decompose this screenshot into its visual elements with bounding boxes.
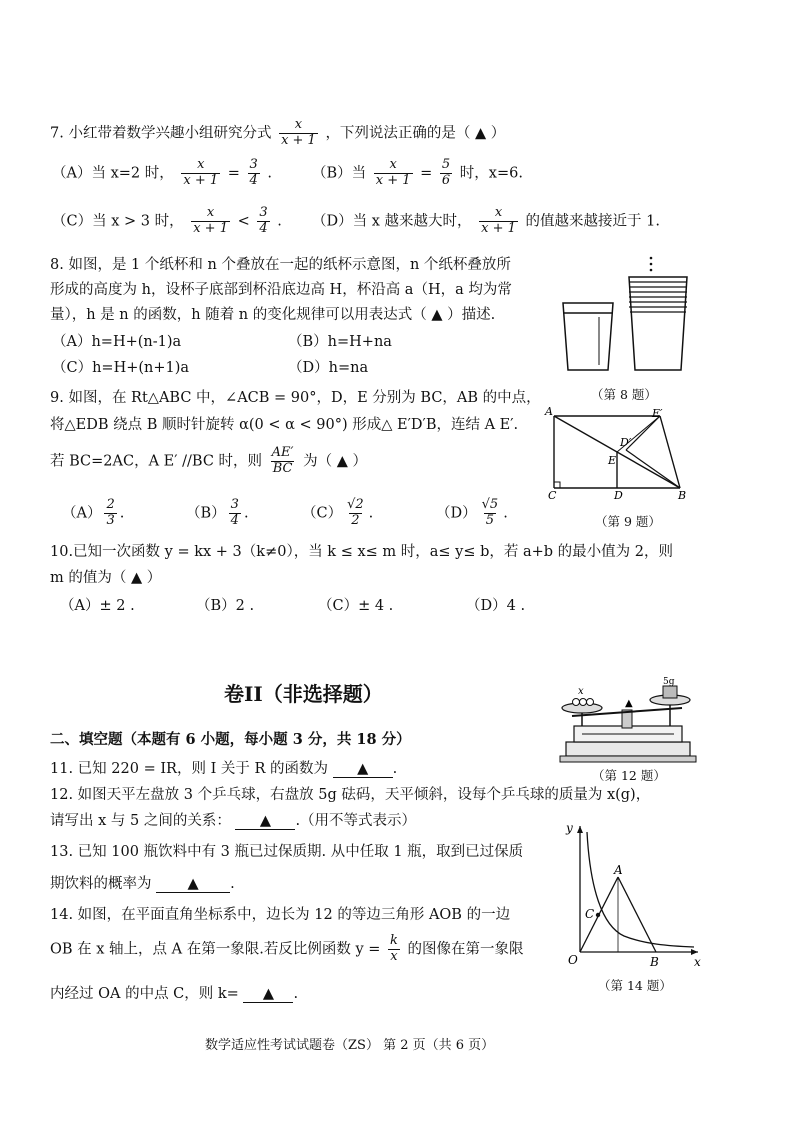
q14-answer-blank[interactable]: ▲: [243, 986, 293, 1003]
q14-label-y: y: [566, 821, 573, 835]
q9-line-2: 将△EDB 绕点 B 顺时针旋转 α(0 < α < 90°) 形成△ E′D′B，连结 A E′.: [50, 417, 519, 433]
q10-option-b: （B）2 .: [196, 598, 255, 614]
q12-answer-blank[interactable]: ▲: [235, 813, 295, 830]
q13-line-2: 期饮料的概率为 ▲ .: [50, 876, 235, 892]
q9-label-e-prime: E′: [652, 407, 663, 420]
q12-caption: （第 12 题）: [592, 768, 666, 783]
q9-line-1: 9. 如图，在 Rt△ABC 中，∠ACB = 90°，D，E 分别为 BC，AB 的中点，: [50, 390, 541, 406]
q7-option-a: （A）当 x=2 时， $\frac{x}{x + 1}$ = $\frac{3}{4}$ .: [52, 157, 272, 188]
q9-label-d-prime: D′: [620, 436, 632, 449]
q14-label-c: C: [585, 907, 595, 921]
q9-label-d: D: [614, 489, 623, 502]
q10-line-2: m 的值为（ ▲ ）: [50, 570, 162, 586]
q8-line-3: 量），h 是 n 的函数，h 随着 n 的变化规律可以用表达式（ ▲ ）描述.: [50, 307, 496, 323]
q9-option-a: （A） $\frac{2}{3}$ .: [62, 497, 125, 528]
q9-label-c: C: [548, 489, 557, 502]
q8-line-2: 形成的高度为 h，设杯子底部到杯沿底边高 H，杯沿高 a（H，a 均为常: [50, 282, 512, 298]
q10-option-c: （C）± 4 .: [318, 598, 394, 614]
q9-label-a: A: [545, 405, 553, 418]
q9-label-e: E: [608, 454, 617, 467]
q8-option-b: （B）h=H+na: [288, 334, 392, 350]
q10-option-d: （D）4 .: [466, 598, 526, 614]
q14-line-3: 内经过 OA 的中点 C，则 k= ▲ .: [50, 986, 299, 1002]
q14-line-1: 14. 如图，在平面直角坐标系中，边长为 12 的等边三角形 AOB 的一边: [50, 907, 511, 923]
q14-caption: （第 14 题）: [598, 978, 672, 993]
q8-option-d: （D）h=na: [288, 360, 369, 376]
q7-option-c: （C）当 x > 3 时， $\frac{x}{x + 1}$ < $\frac{3}{4}$ .: [52, 205, 282, 236]
q8-caption: （第 8 题）: [591, 387, 657, 402]
q14-label-b: B: [650, 955, 659, 969]
q14-label-x: x: [694, 955, 701, 969]
q12-line-2: 请写出 x 与 5 之间的关系： ▲ .（用不等式表示）: [50, 813, 417, 829]
q12-fig-x-label: x: [578, 686, 584, 697]
q9-option-b: （B） $\frac{3}{4}$ .: [186, 497, 249, 528]
q9-label-b: B: [678, 489, 687, 502]
q14-label-o: O: [568, 953, 578, 967]
q9-option-d: （D） $\frac{√5}{5}$ .: [436, 497, 508, 528]
q8-option-c: （C）h=H+(n+1)a: [52, 360, 190, 376]
q8-line-1: 8. 如图，是 1 个纸杯和 n 个叠放在一起的纸杯示意图，n 个纸杯叠放所: [50, 257, 511, 273]
q9-triangle-figure: [540, 402, 700, 502]
q7-option-b: （B）当 $\frac{x}{x + 1}$ = $\frac{5}{6}$ 时，x=6.: [312, 157, 523, 188]
q9-option-c: （C） $\frac{√2}{2}$ .: [302, 497, 374, 528]
q7-option-d: （D）当 x 越来越大时， $\frac{x}{x + 1}$ 的值越来越接近于 1.: [312, 205, 660, 236]
q8-cups-figure: [555, 255, 695, 390]
q7-stem: 7. 小红带着数学兴趣小组研究分式 $\frac{x}{x + 1}$ ，下列说法正确的是（ ▲ ）: [50, 117, 506, 148]
q14-graph-figure: [558, 818, 708, 973]
q13-answer-blank[interactable]: ▲: [156, 876, 230, 893]
q10-option-a: （A）± 2 .: [60, 598, 135, 614]
q12-line-1: 12. 如图天平左盘放 3 个乒乓球，右盘放 5g 砝码，天平倾斜，设每个乒乓球的质量为 x(g)，: [50, 787, 651, 803]
svg-text:▲: ▲: [625, 698, 633, 709]
page-footer: 数学适应性考试试题卷（ZS） 第 2 页（共 6 页）: [205, 1038, 495, 1053]
q14-line-2: OB 在 x 轴上，点 A 在第一象限.若反比例函数 y = $\frac{k}{x}$ 的图像在第一象限: [50, 933, 524, 964]
q13-line-1: 13. 已知 100 瓶饮料中有 3 瓶已过保质期. 从中任取 1 瓶，取到已过保质: [50, 844, 524, 860]
q8-option-a: （A）h=H+(n-1)a: [52, 334, 182, 350]
q11: 11. 已知 220 = IR，则 I 关于 R 的函数为 ▲ .: [50, 761, 398, 777]
q12-balance-figure: [552, 664, 702, 770]
part-2-title: 卷II（非选择题）: [224, 682, 383, 706]
q10-line-1: 10.已知一次函数 y = kx + 3（k≠0），当 k ≤ x≤ m 时，a≤ y≤ b，若 a+b 的最小值为 2，则: [50, 544, 674, 560]
q14-label-a: A: [614, 863, 623, 877]
q7-fraction: $\frac{x}{x + 1}$: [281, 117, 316, 148]
q12-fig-weight-label: 5g: [663, 677, 675, 687]
q9-line-3: 若 BC=2AC，A E′ //BC 时，则 $\frac{AE'}{BC}$ 为（ ▲ ）: [50, 445, 367, 476]
fill-in-section-header: 二、填空题（本题有 6 小题，每小题 3 分，共 18 分）: [50, 731, 411, 748]
q9-caption: （第 9 题）: [595, 514, 661, 529]
q11-answer-blank[interactable]: ▲: [333, 761, 393, 778]
